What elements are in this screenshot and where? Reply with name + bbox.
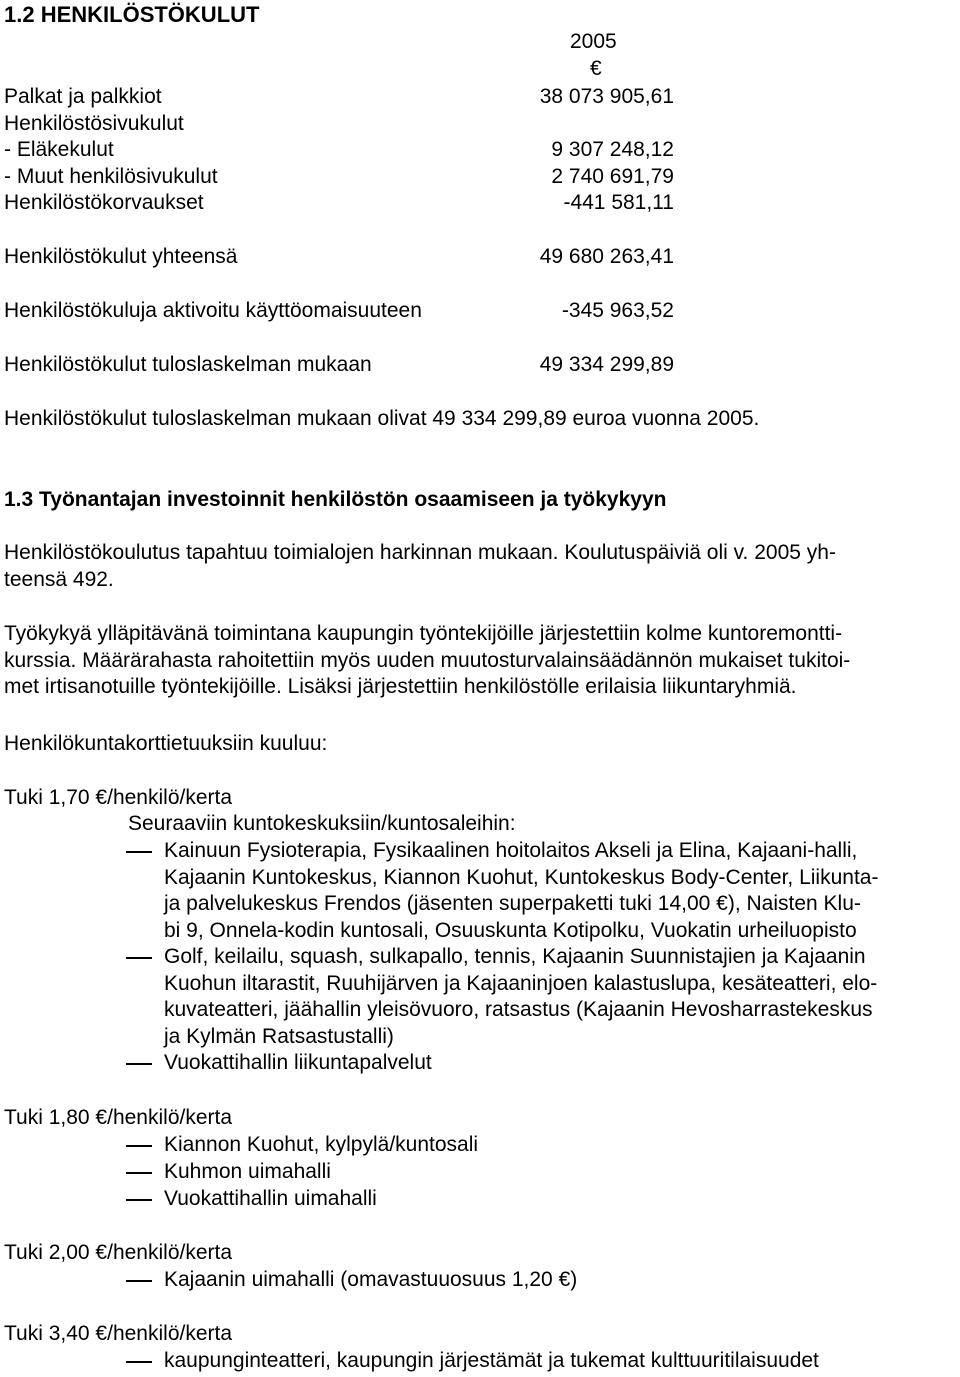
tier-label: Tuki 1,70 €/henkilö/kerta [4, 786, 233, 809]
paragraph-training: Henkilöstökoulutus tapahtuu toimialojen harkinnan mukaan. Koulutuspäiviä oli v. 2005 yh- teensä 492. [4, 541, 836, 591]
section-title-1-3: 1.3 Työnantajan investoinnit henkilöstön osaamiseen ja työkykyyn [4, 488, 667, 511]
cost-note: Henkilöstökulut tuloslaskelman mukaan olivat 49 334 299,89 euroa vuonna 2005. [4, 407, 760, 430]
card-benefits-intro: Henkilökuntakorttietuuksiin kuuluu: [4, 732, 328, 755]
paragraph-wellbeing: Työkykyä ylläpitävänä toimintana kaupungin työntekijöille järjestettiin kolme kuntoremontti- kurssia. Määrärahasta rahoitettiin myös uuden muutosturvalainsäädännön mukaiset tukitoi- met irtisanotuille työntekijöille. Lisäksi järjestettiin henkilöstölle erilaisia liikuntaryhmiä. [4, 622, 851, 698]
section-title-1-2: 1.2 HENKILÖSTÖKULUT [4, 2, 260, 27]
tier-label: Tuki 2,00 €/henkilö/kerta [4, 1241, 233, 1264]
tier-label: Tuki 3,40 €/henkilö/kerta [4, 1322, 233, 1345]
column-currency: € [590, 57, 602, 80]
tier-sublabel: Seuraaviin kuntokeskuksiin/kuntosaleihin: [128, 812, 516, 835]
tier-label: Tuki 1,80 €/henkilö/kerta [4, 1106, 233, 1129]
column-year: 2005 [570, 30, 617, 53]
